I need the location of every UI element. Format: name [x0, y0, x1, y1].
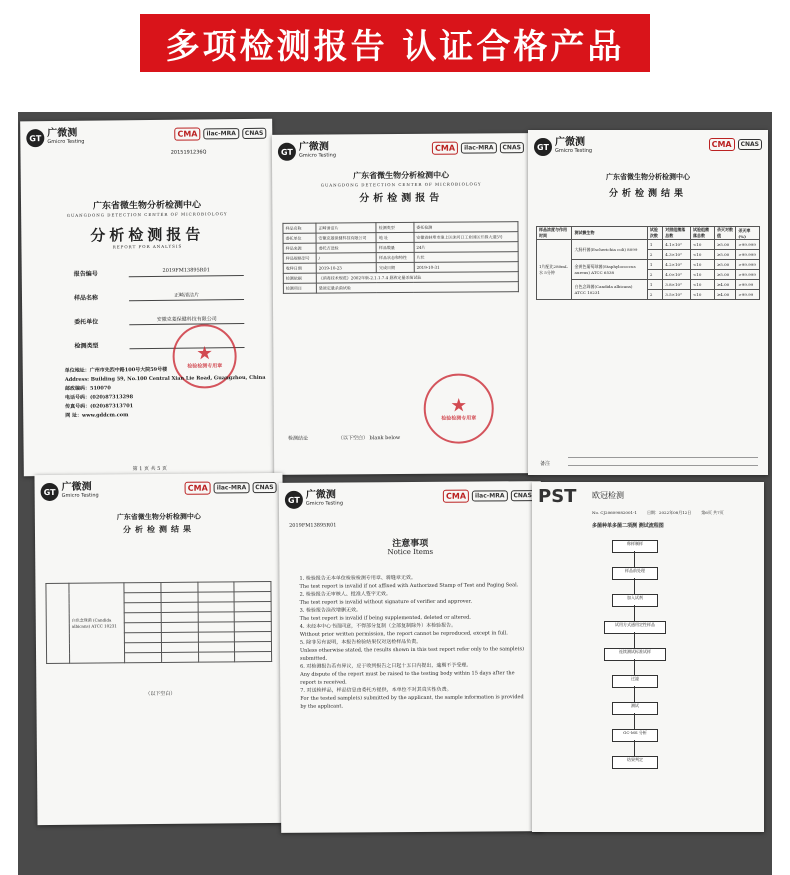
cma-mark: CMA — [174, 127, 200, 140]
pst-brand-cn: 欧冠检测 — [592, 491, 624, 500]
ilac-mark: ilac-MRA — [472, 490, 508, 501]
star-icon: ★ — [451, 395, 466, 415]
report-number: 2019FM13895R01 — [289, 522, 337, 529]
conclusion-text: （以下空白） blank below — [337, 435, 401, 442]
results-table: 样品浓度与作用时间 测试微生物 试验次数 对照组菌落总数 试验组菌落总数 杀灭对数值 杀灭率(%) 1片配比280mL水 5分钟 大肠杆菌(Escherichia coli) 8099 1 4.1×10⁵ <10 ≥5.00 >99.999 2 4.3×10⁵ <10 ≥5.00 >99.999 金黄色葡萄球菌(Staphylococcus aureus) ATCC 6538 1 4.2×10⁵ <10 ≥5.00 >99.999 2 4.0×10⁵ <10 ≥5.00 >99.999 白色念珠菌(Candida albicans) ATCC 10231 1 3.8×10⁵ <10 ≥4.00 >99.99 2 3.5×10⁵ <10 ≥4.00 >99.99 — [536, 226, 760, 300]
flow-step-4: 试用方式通用定性样品 — [604, 621, 666, 634]
sample-name: 正畸清洁片 — [129, 291, 244, 301]
cnas-mark: CNAS — [499, 142, 523, 153]
info-table: 样品名称 正畸清洁片 检测类型 委托检测 委托单位 安徽克菱保健科技有限公司 地 址 安徽省蚌埠市淮上区沫河口工业园区开源大道5号 样品来源 委托方送检 样品数量 24片 样品规格型号 / 样品状态和特性 片状 收样日期 2019-10-23 完成日期 2019-10-31 检测依据 《消毒技术规范》2002年版-2.1.1.7.4 悬液定量杀菌试验 检测项目 悬液定量杀菌试验 — [282, 221, 518, 294]
gt-logo-icon: GT — [278, 143, 296, 161]
cma-mark: CMA — [443, 490, 469, 503]
report-results-page-2: GT 广微测 Gmicro Testing CMA ilac-MRA CNAS 广东省微生物分析检测中心 分析检测结果 白色念珠菌 (Candida albicans) ATCC 10231 （以下空白） — [34, 473, 285, 825]
remark-lines — [568, 450, 758, 466]
results-title: 分析检测结果 — [608, 189, 687, 199]
org-name-en: GUANGDONG DETECTION CENTER OF MICROBIOLOGY — [66, 211, 228, 218]
notice-list: 1. 检验报告无本单位检验检测专用章、骑缝章无效。 The test report is invalid if not affixed with Authorized Stamp of Test and Paging Seal. 2. 检验报告无审核人、批准人签字无效。 The test report is invalid without signature of verifier and approver. 3. 检验报告涂改增删无效。 The test report is invalid if being supplemented, deleted or altered. 4. 未经本中心书面同意，不得部分复制（全部复制除外）本检验报告。 Without prior written permission, the report cannot be reproduced, except in full. 5. 除非另有说明，本报告检验结果仅对送检样品负责。 Unless otherwise stated, the results shown in this test report refer only to the sample(s) submitted. 6. 对检测报告若有异议，应于收到报告之日起十五日内提出，逾期不予受理。 Any dispute of the report must be raised to the testing body within 15 days after the report is received. 7. 对送检样品，样品信息由委托方提供，本单位不对其真实性负责。 For the tested sample(s) submitted by the applicant, the sample information is provided by the applicant. — [299, 574, 525, 710]
report-title: 分析检测报告 — [90, 225, 205, 245]
remarks-label: 备注 — [540, 461, 551, 467]
flowchart — [532, 482, 764, 832]
pst-page: 第6页 共7页 — [701, 510, 724, 515]
official-stamp: ★ 检验检测专用章 — [423, 373, 493, 443]
flow-step-7: 测试 — [612, 702, 658, 715]
pst-logo: PST — [538, 486, 577, 507]
gt-logo-icon: GT — [26, 129, 44, 147]
pst-date: 日期：2022年08月12日 — [646, 510, 692, 515]
pst-flowchart-page — [532, 482, 764, 832]
flow-step-9: 结果判定 — [612, 756, 658, 769]
cnas-mark: CNAS — [738, 139, 762, 150]
cma-mark: CMA — [709, 138, 735, 151]
flow-step-8: GC-MS 分析 — [612, 729, 658, 742]
org-name: 广东省微生物分析检测中心 — [353, 169, 450, 181]
pst-report-number: No. CJ20609082001-1 — [592, 510, 637, 515]
report-title-en: REPORT FOR ANALYSIS — [112, 243, 183, 250]
flow-step-6: 过滤 — [612, 675, 658, 688]
notice-title-en: Notice Items — [387, 547, 434, 557]
blank-below: （以下空白） — [145, 690, 176, 698]
results-table-2: 白色念珠菌 (Candida albicans) ATCC 10231 — [45, 581, 272, 664]
cnas-mark: CNAS — [242, 128, 267, 139]
notice-page: GT 广微测 Gmicro Testing CMA ilac-MRA CNAS 2019FM13895R01 注意事项 Notice Items 1. 检验报告无本单位检验检测专用章、骑缝章无效。 The test report is invalid if not affixed with Authorized Stamp of Test and Paging Seal. 2. 检验报告无审核人、批准人签字无效。 The test report is invalid without signature of verifier and approver. 3. 检验报告涂改增删无效。 The test report is invalid if being supplemented, deleted or altered. 4. 未经本中心书面同意，不得部分复制（全部复制除外）本检验报告。 Without prior written permission, the report cannot be reproduced, except in full. 5. 除非另有说明，本报告检验结果仅对送检样品负责。 Unless otherwise stated, the results shown in this test report refer only to the sample(s) submitted. 6. 对检测报告若有异议，应于收到报告之日起十五日内提出，逾期不予受理。 Any dispute of the report must be raised to the testing body within 15 days after the report is received. 7. 对送检样品，样品信息由委托方提供，本单位不对其真实性负责。 For the tested sample(s) submitted by the applicant, the sample information is provided by the applicant. — [279, 481, 543, 833]
star-icon: ★ — [197, 343, 212, 363]
notice-title: 注意事项 — [392, 538, 429, 550]
official-stamp: ★ 检验检测专用章 — [172, 324, 237, 389]
ilac-mark: ilac-MRA — [203, 128, 239, 139]
flow-step-3: 加入试剂 — [612, 594, 658, 607]
report-cover-page: GT 广微测 Gmicro Testing CMA ilac-MRA CNAS 2015191236Q 广东省微生物分析检测中心 GUANGDONG DETECTION CENTER OF MICROBIOLOGY 分析检测报告 REPORT FOR ANALYSIS 报告编号 2019FM13895R01 样品名称 正畸清洁片 委托单位 安徽克菱保健科技有限公司 检测类型 ★ 检验检测专用章 单位地址：广州市先烈中路100号大院59号楼 Address: Building 59, No.100 Central Xian Lie Road, Guangzhou, China 邮政编码：510070 电话号码：(020)87313298 传真号码：(020)87313701 网 址：www.gddcm.com 第 1 页 共 5 页 — [20, 119, 276, 477]
org-name: 广东省微生物分析检测中心 — [92, 200, 202, 212]
gt-logo-icon: GT — [534, 138, 552, 156]
cma-mark: CMA — [185, 482, 211, 495]
report-results-page: GT 广微测 Gmicro Testing CMA CNAS 广东省微生物分析检测中心 分析检测结果 样品浓度与作用时间 测试微生物 试验次数 对照组菌落总数 试验组菌落总数 杀灭对数值 杀灭率(%) 1片配比280mL水 5分钟 大肠杆菌(Escherichia coli) 8099 1 4.1×10⁵ <10 ≥5.00 >99.999 2 4.3×10⁵ <10 ≥5.00 >99.999 金黄色葡萄球菌(Staphylococcus aureus) ATCC 6538 1 4.2×10⁵ <10 ≥5.00 >99.999 2 4.0×10⁵ <10 ≥5.00 >99.999 白色念珠菌(Candida albicans) ATCC 10231 1 3.8×10⁵ <10 ≥4.00 >99.99 2 3.5×10⁵ <10 ≥4.00 >99.99 备注 — [528, 130, 768, 475]
flow-step-5: 连续测试标准试样 — [604, 648, 666, 661]
results-title: 分析检测结果 — [122, 523, 195, 535]
report-collage — [18, 112, 772, 875]
page-number: 第 1 页 共 5 页 — [132, 465, 167, 473]
ilac-mark: ilac-MRA — [461, 142, 497, 153]
cnas-mark: CNAS — [252, 482, 276, 493]
cma-mark: CMA — [432, 142, 458, 155]
accreditation-marks — [174, 127, 266, 141]
banner-title: 多项检测报告 认证合格产品 — [140, 14, 650, 72]
gt-logo-icon: GT — [285, 491, 303, 509]
address-block: 单位地址：广州市先烈中路100号大院59号楼 Address: Building 59, No.100 Central Xian Lie Road, Guangzhou, China 邮政编码：510070 电话号码：(020)87313298 传真号码：(020)87313701 网 址：www.gddcm.com — [64, 366, 266, 419]
report-info-page: GT 广微测 Gmicro Testing CMA ilac-MRA CNAS 广东省微生物分析检测中心 GUANGDONG DETECTION CENTER OF MICROBIOLOGY 分析检测报告 样品名称 正畸清洁片 检测类型 委托检测 委托单位 安徽克菱保健科技有限公司 地 址 安徽省蚌埠市淮上区沫河口工业园区开源大道5号 样品来源 委托方送检 样品数量 24片 样品规格型号 / 样品状态和特性 片状 收样日期 2019-10-23 完成日期 2019-10-31 检测依据 《消毒技术规范》2002年版-2.1.1.7.4 悬液定量杀菌试验 检测项目 悬液定量杀菌试验 检测结论 （以下空白） blank below ★ 检验检测专用章 — [272, 133, 532, 475]
flow-step-1: 称样制样 — [612, 540, 658, 553]
report-number: 2019FM13895R01 — [129, 267, 244, 277]
ilac-mark: ilac-MRA — [214, 482, 250, 493]
cnas-mark: CNAS — [510, 490, 534, 501]
conclusion-label: 检测结论 — [287, 435, 308, 442]
brand-logo: GT 广微测 Gmicro Testing — [26, 129, 84, 148]
pst-section-title: 多菌种单多菌二项测 测试流程图 — [592, 523, 664, 529]
report-title: 分析检测报告 — [359, 192, 444, 205]
gt-logo-icon: GT — [41, 483, 59, 501]
cert-number: 2015191236Q — [170, 149, 207, 156]
applicant: 安徽克菱保健科技有限公司 — [129, 315, 244, 325]
flow-step-2: 样品前处理 — [612, 567, 658, 580]
